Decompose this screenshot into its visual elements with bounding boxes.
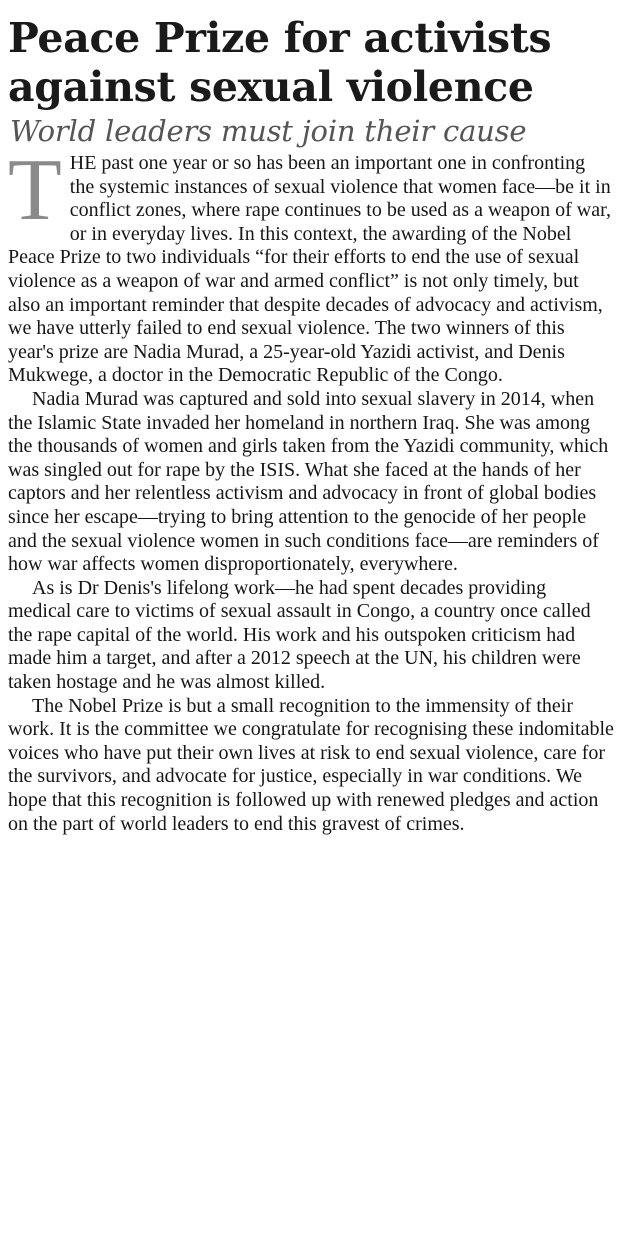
subheadline: World leaders must join their cause	[10, 114, 527, 148]
paragraph-1	[8, 142, 614, 388]
paragraph-2: Nadia Murad was captured and sold into sexual slavery in 2014, when the Islamic State invaded her homeland in northern Iraq. She was among the thousands of women and girls taken from the Yazidi community, which was singled out for rape by the ISIS. What she faced at the hands of her captors and her relentless activism and advocacy in front of global bodies since her escape—trying to bring attention to the genocide of her people and the sexual violence women in such conditions face—are reminders of how war affects women disproportionately, everywhere.	[8, 387, 609, 576]
paragraph-4: The Nobel Prize is but a small recognition to the immensity of their work. It is the committee we congratulate for recognising these indomitable voices who have put their own lives at risk to end sexual violence, care for the survivors, and advocate for justice, especially in war conditions. We hope that this recognition is followed up with renewed pledges and action on the part of world leaders to end this gravest of crimes.	[8, 694, 614, 835]
headline-line-2: against sexual violence	[8, 63, 534, 111]
headline	[8, 14, 614, 112]
paragraph-3: As is Dr Denis's lifelong work—he had spent decades providing medical care to victims of sexual assault in Congo, a country once called the rape capital of the world. His work and his outspoken criticism had made him a target, and after a 2012 speech at the UN, his children were taken hostage and he was almost killed.	[8, 576, 591, 694]
drop-cap: T	[8, 142, 62, 239]
article-body	[8, 142, 614, 836]
headline-line-1: Peace Prize for activists	[8, 14, 552, 62]
paragraph-1-text: HE past one year or so has been an important one in confronting the systemic instances of sexual violence that women face—be it in conflict zones, where rape continues to be used as a weapon of war, or in everyday lives. In this context, the awarding of the Nobel Peace Prize to two individuals “for their efforts to end the use of sexual violence as a weapon of war and armed conflict” is not only timely, but also an important reminder that despite decades of advocacy and activism, we have utterly failed to end sexual violence. The two winners of this year's prize are Nadia Murad, a 25-year-old Yazidi activist, and Denis Mukwege, a doctor in the Democratic Republic of the Congo.	[8, 152, 611, 387]
editorial-article	[8, 14, 614, 836]
